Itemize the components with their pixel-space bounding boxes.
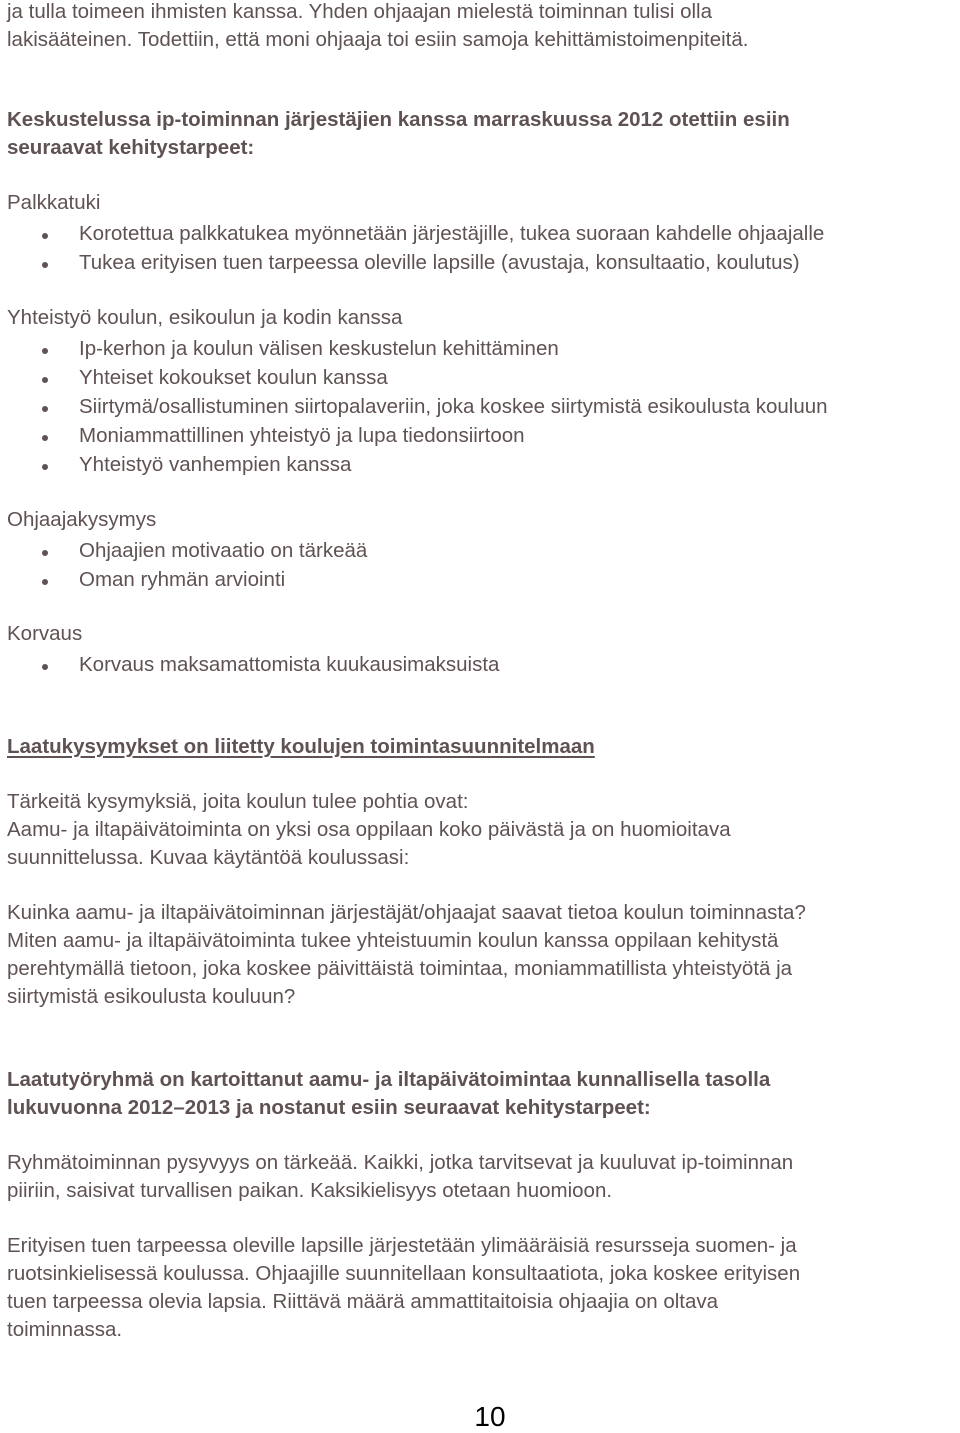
intro-line: ja tulla toimeen ihmisten kanssa. Yhden ohjaajan mielestä toiminnan tulisi olla	[7, 0, 712, 23]
list-item: Moniammattillinen yhteistyö ja lupa tiedonsiirtoon	[79, 424, 525, 447]
paragraph-line: perehtymällä tietoon, joka koskee päivittäistä toimintaa, moniammatillista yhteistyötä ja	[7, 957, 793, 980]
list-item: Yhteiset kokoukset koulun kanssa	[79, 366, 388, 389]
discussion-heading: Keskustelussa ip-toiminnan järjestäjien kanssa marraskuussa 2012 otettiin esiin	[7, 108, 790, 131]
paragraph-line: tuen tarpeessa olevia lapsia. Riittävä määrä ammattitaitoisia ohjaajia on oltava	[7, 1290, 719, 1313]
paragraph-line: suunnittelussa. Kuvaa käytäntöä koulussasi:	[7, 846, 410, 869]
paragraph-line: Ryhmätoiminnan pysyvyys on tärkeää. Kaikki, jotka tarvitsevat ja kuuluvat ip-toiminnan	[7, 1151, 794, 1174]
paragraph-line: Erityisen tuen tarpeessa oleville lapsille järjestetään ylimääräisiä resursseja suomen- ja	[7, 1234, 797, 1257]
bullet-icon	[42, 377, 48, 383]
list-item: Ohjaajien motivaatio on tärkeää	[79, 539, 368, 562]
list-item: Yhteistyö vanhempien kanssa	[79, 453, 352, 476]
section-title-ohjaajakysymys: Ohjaajakysymys	[7, 508, 157, 531]
paragraph-line: Tärkeitä kysymyksiä, joita koulun tulee pohtia ovat:	[7, 790, 469, 813]
bullet-icon	[42, 406, 48, 412]
bullet-icon	[42, 233, 48, 239]
list-item: Ip-kerhon ja koulun välisen keskustelun kehittäminen	[79, 337, 559, 360]
paragraph-line: siirtymistä esikoulusta kouluun?	[7, 985, 296, 1008]
bullet-icon	[42, 262, 48, 268]
list-item: Tukea erityisen tuen tarpeessa oleville lapsille (avustaja, konsultaatio, koulutus)	[79, 251, 800, 274]
bullet-icon	[42, 579, 48, 585]
paragraph-line: ruotsinkielisessä koulussa. Ohjaajille suunnitellaan konsultaatiota, joka koskee erityisen	[7, 1262, 801, 1285]
paragraph-line: Miten aamu- ja iltapäivätoiminta tukee yhteistuumin koulun kanssa oppilaan kehitystä	[7, 929, 779, 952]
paragraph-line: Kuinka aamu- ja iltapäivätoiminnan järjestäjät/ohjaajat saavat tietoa koulun toiminnasta?	[7, 901, 806, 924]
workgroup-heading: Laatutyöryhmä on kartoittanut aamu- ja iltapäivätoimintaa kunnallisella tasolla	[7, 1068, 771, 1091]
bullet-icon	[42, 550, 48, 556]
quality-heading: Laatukysymykset on liitetty koulujen toimintasuunnitelmaan	[7, 735, 595, 758]
page-number: 10	[474, 1401, 506, 1432]
discussion-heading: seuraavat kehitystarpeet:	[7, 136, 255, 159]
bullet-icon	[42, 464, 48, 470]
paragraph-line: Aamu- ja iltapäivätoiminta on yksi osa oppilaan koko päivästä ja on huomioitava	[7, 818, 731, 841]
bullet-icon	[42, 664, 48, 670]
bullet-icon	[42, 348, 48, 354]
list-item: Siirtymä/osallistuminen siirtopalaveriin, joka koskee siirtymistä esikoulusta kouluun	[79, 395, 828, 418]
section-title-palkkatuki: Palkkatuki	[7, 191, 101, 214]
bullet-icon	[42, 435, 48, 441]
section-title-korvaus: Korvaus	[7, 622, 83, 645]
list-item: Korvaus maksamattomista kuukausimaksuista	[79, 653, 500, 676]
list-item: Oman ryhmän arviointi	[79, 568, 286, 591]
workgroup-heading: lukuvuonna 2012–2013 ja nostanut esiin seuraavat kehitystarpeet:	[7, 1096, 651, 1119]
list-item: Korotettua palkkatukea myönnetään järjestäjille, tukea suoraan kahdelle ohjaajalle	[79, 222, 825, 245]
paragraph-line: piiriin, saisivat turvallisen paikan. Kaksikielisyys otetaan huomioon.	[7, 1179, 613, 1202]
paragraph-line: toiminnassa.	[7, 1318, 123, 1341]
section-title-yhteistyo: Yhteistyö koulun, esikoulun ja kodin kanssa	[7, 306, 403, 329]
intro-line: lakisääteinen. Todettiin, että moni ohjaaja toi esiin samoja kehittämistoimenpiteitä.	[7, 28, 749, 51]
